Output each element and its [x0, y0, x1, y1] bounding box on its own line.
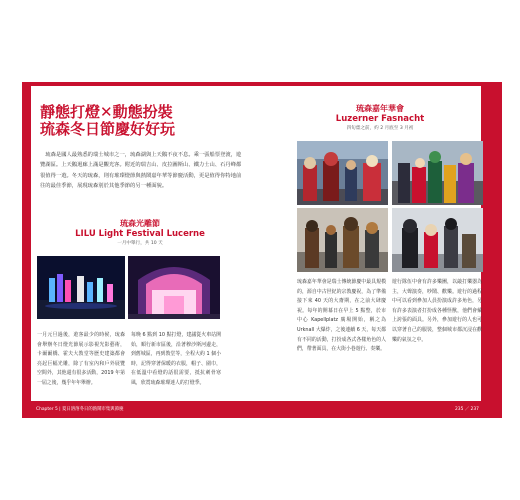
- section-title-en: LILU Light Festival Lucerne: [75, 229, 205, 239]
- lilu-body-left: 一月元旦過後，遊客最少的時候，琉森會舉辦冬日燈光節展示影視光影藝術，卡爾爾橋、霍夫大教堂等歷史建築都會亮起巨幅光雕，除了有室內和戶外展覽空間外，其他還有很多活動，2019 年第一屆之後，幾乎年年舉辦。: [37, 332, 125, 386]
- section-heading-lilu: [60, 219, 220, 248]
- section-date: 一月中舉行，共 10 天: [117, 241, 163, 246]
- photo-lit-station-arch: [128, 256, 220, 319]
- section-heading-fasnacht: [320, 104, 440, 133]
- photo-light-installation: [37, 256, 125, 319]
- intro-paragraph: 琉森是國人最熟悉的瑞士城市之一，琉森湖與上天鵝不夜不息。乘一張船票登渡，遊覽湖區。上天鵝迴廊上滿是觀光客。附近的瑞吉山、皮拉圖斯山、鐵力士山、石丹峰都很值得一遊。冬天的琉森，則有璀璨燈節與熱鬧嘉年華等節慶活動，更是值得你特地前往的最佳季節，展現琉森別於其他季節的另一種面貌。: [40, 152, 242, 190]
- footer-chapter: Chapter 5 | 夏日溶溶冬日的熱鬧市集與節慶: [36, 407, 124, 412]
- footer-page-numbers: 235 ／ 237: [455, 407, 479, 412]
- section-date: 四旬齋之前，約 2 月底至 3 月初: [346, 126, 414, 131]
- fasnacht-body-right: 遊行隊伍中會有許多樂團，以敲打樂器為主，大聲演奏，吵鬧、歡樂。遊行的過程中可以看到參加人員扮演成許多角色，另有許多表演者打扮成各種怪獸，他們會戴上誇張的面具。另外，參加遊行的人也可以穿著自己的服裝，整個城市都沉浸在歡樂的氣氛之中。: [392, 279, 482, 343]
- photo-carnival-parade: [297, 208, 388, 272]
- photo-carnival-masks: [297, 141, 388, 205]
- photo-carnival-crowd: [392, 141, 483, 205]
- page-title: 靜態打燈✕動態扮裝 琉森冬日節慶好好玩: [40, 103, 176, 138]
- fasnacht-body-left: 琉森嘉年華會是瑞士傳統節慶中最具規模的，源自中古世紀的宗教慶祝，為了準備接下來 40 天的大齋期，在之前大肆慶祝。每年的開幕日在早上 5 點整，於市中心 Kapellplatz 廣場開始，稱之為 Urknall 大爆炸，之後連續 6 天，每天都有不同的活動，打扮成各式各樣角色的人們，帶著面具，在大街小巷遊行、奏樂。: [297, 279, 386, 353]
- photo-carnival-costumes: [392, 208, 483, 272]
- page-footer: [0, 406, 520, 414]
- section-title-en: Luzerner Fasnacht: [335, 114, 425, 124]
- lilu-body-right: 每晚 6 點到 10 點打燈，建議從火車站開始，順行新市區後，沿著穆沙斯河邊走，到舊城區，再到教堂等，全程大約 1 個小時，記得穿著保暖的衣服，帽子、圍巾，在低溫中看燈的話很需要，抵抗刺骨寒風，欣賞琉森璀璨迷人的打燈季。: [131, 332, 221, 386]
- section-title-zh: 琉森嘉年華會: [356, 104, 404, 113]
- section-title-zh: 琉森光雕節: [120, 219, 160, 228]
- swiss-cross-icon: [7, 82, 23, 98]
